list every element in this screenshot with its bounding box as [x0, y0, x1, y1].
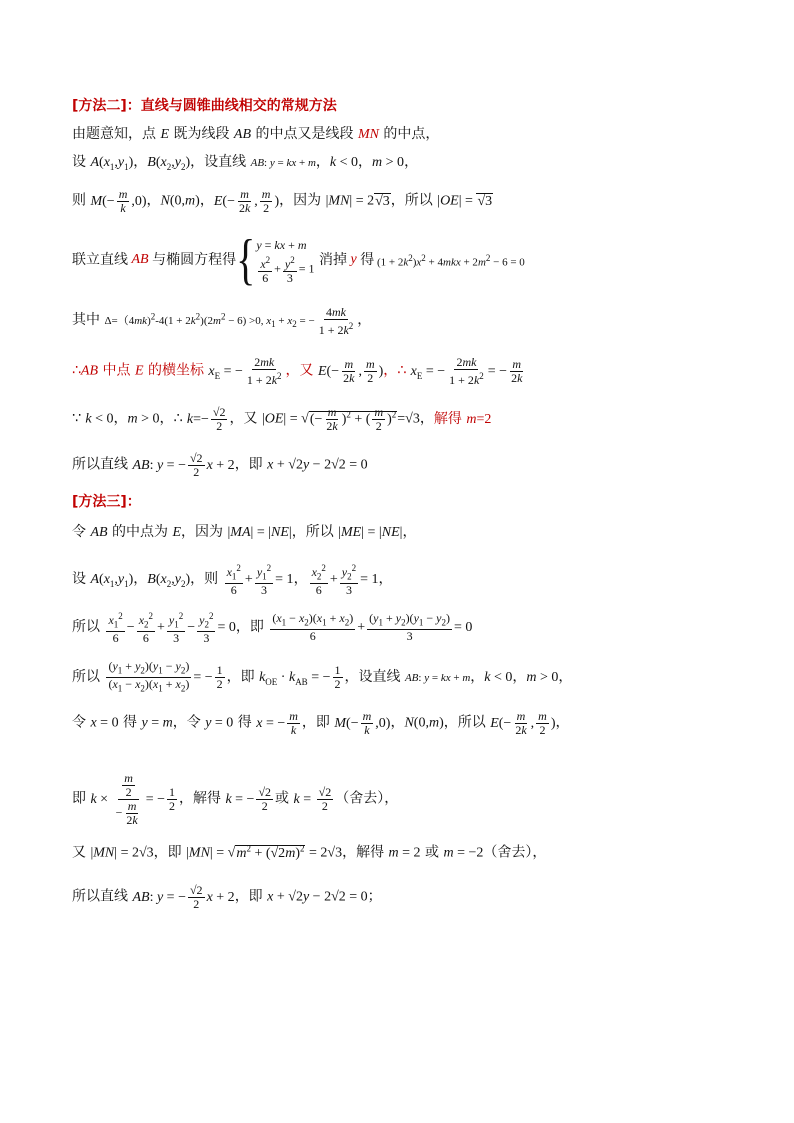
m3-line-3: 所以 $\frac{x_1^2}{6}$ − $\frac{x_2^2}{6}$ + $\frac{y_1^2}{3}$ − $\frac{y_2^2}{3}$ = 0，即 $\frac{(x_1 - x_2)(x_1 + x_2)}{6}$ + $\frac{(y_1 + y_2)(y_1 - y_2)}{3}$ = 0	[72, 611, 473, 646]
m2-line-2: 设 $A(x_1,y_1)$，$B(x_2,y_2)$，设直线 AB: y = kx + m，k < 0，m > 0，	[72, 154, 419, 172]
m2-line-4: 联立直线 AB 与椭圆方程得 { y = kx + m $\frac{x^2}{6}$ + $\frac{y^2}{3}$ = 1 消掉 y 得 $(1 + 2k^2)x^2 + 4mkx + 2m^2 - 6 = 0$	[72, 227, 525, 291]
m3-line-6: 即 k × $\frac{m}{2}$ − $\frac{m}{2k}$ = − $\frac{1}{2}$ ，解得 k = − $\frac{√2}{2}$ 或 k = $\frac{√2}{2}$ （舍去），	[72, 771, 399, 827]
m2-line-7: ∵ k < 0，m > 0，∴ k=− $\frac{√2}{2}$ ，又 |OE| = √(− $\frac{m}{2k}$ )$^2$ + ( $\frac{m}{2}$ )$^2$=√3，解得 m=2	[72, 404, 492, 433]
m2-line-6: ∴AB 中点 E 的横坐标 $x_E$ = − $\frac{2mk}{1 + 2k^2}$ ，又 E(− $\frac{m}{2k}$ , $\frac{m}{2}$ )，∴ $x_E$ = − $\frac{2mk}{1 + 2k^2}$ = − $\frac{m}{2k}$	[72, 355, 523, 387]
method-2-heading: [方法二]：直线与圆锥曲线相交的常规方法	[72, 98, 337, 114]
method-3-heading: [方法三]：	[72, 494, 141, 510]
m3-line-2: 设 $A(x_1,y_1)$，$B(x_2,y_2)$，则 $\frac{x_1^2}{6}$ + $\frac{y_1^2}{3}$ = 1， $\frac{x_2^2}{6}$ + $\frac{y_2^2}{3}$ = 1，	[72, 563, 393, 598]
m2-line-8: 所以直线 AB: y = − $\frac{√2}{2}$ x + 2，即 x + √2y − 2√2 = 0	[72, 451, 368, 479]
m3-line-7: 又 |MN| = 2√3，即 $|MN| = √m^2 + (√2m)^2 = 2√3$，解得 m = 2 或 m = −2（舍去），	[72, 843, 547, 861]
m3-line-8: 所以直线 AB: y = − $\frac{√2}{2}$ x + 2，即 x + √2y − 2√2 = 0；	[72, 883, 382, 911]
m3-line-5: 令 x = 0 得 y = m，令 y = 0 得 x = − $\frac{m}{k}$ ，即 M(− $\frac{m}{k}$ ,0)，N(0,m)，所以 E(− $\frac{m}{2k}$ , $\frac{m}{2}$ )，	[72, 709, 570, 737]
m2-line-1: 由题意知，点 E 既为线段 AB 的中点又是线段 MN 的中点，	[72, 126, 440, 142]
m3-line-1: 令 AB 的中点为 E，因为 |MA| = |NE|，所以 |ME| = |NE|，	[72, 524, 417, 540]
m2-line-3: 则 M(− $\frac{m}{k}$ ,0)，N(0,m)，E(− $\frac{m}{2k}$ , $\frac{m}{2}$ )，因为 |MN| = 2√3，所以 |OE| = √3	[72, 187, 493, 215]
m3-line-4: 所以 $\frac{(y_1 + y_2)(y_1 - y_2)}{(x_1 - x_2)(x_1 + x_2)}$ = − $\frac{1}{2}$ ，即 $k_{OE} \cdot k_{AB}$ = − $\frac{1}{2}$ ，设直线 AB: y = kx + m，k < 0，m > 0，	[72, 659, 573, 694]
m2-line-5: 其中 $\Delta=(4mk)^2-4(1 + 2k^2)(2m^2 - 6) >0$, $x_1 + x_2$ = − $\frac{4mk}{1 + 2k^2}$ ，	[72, 305, 372, 337]
